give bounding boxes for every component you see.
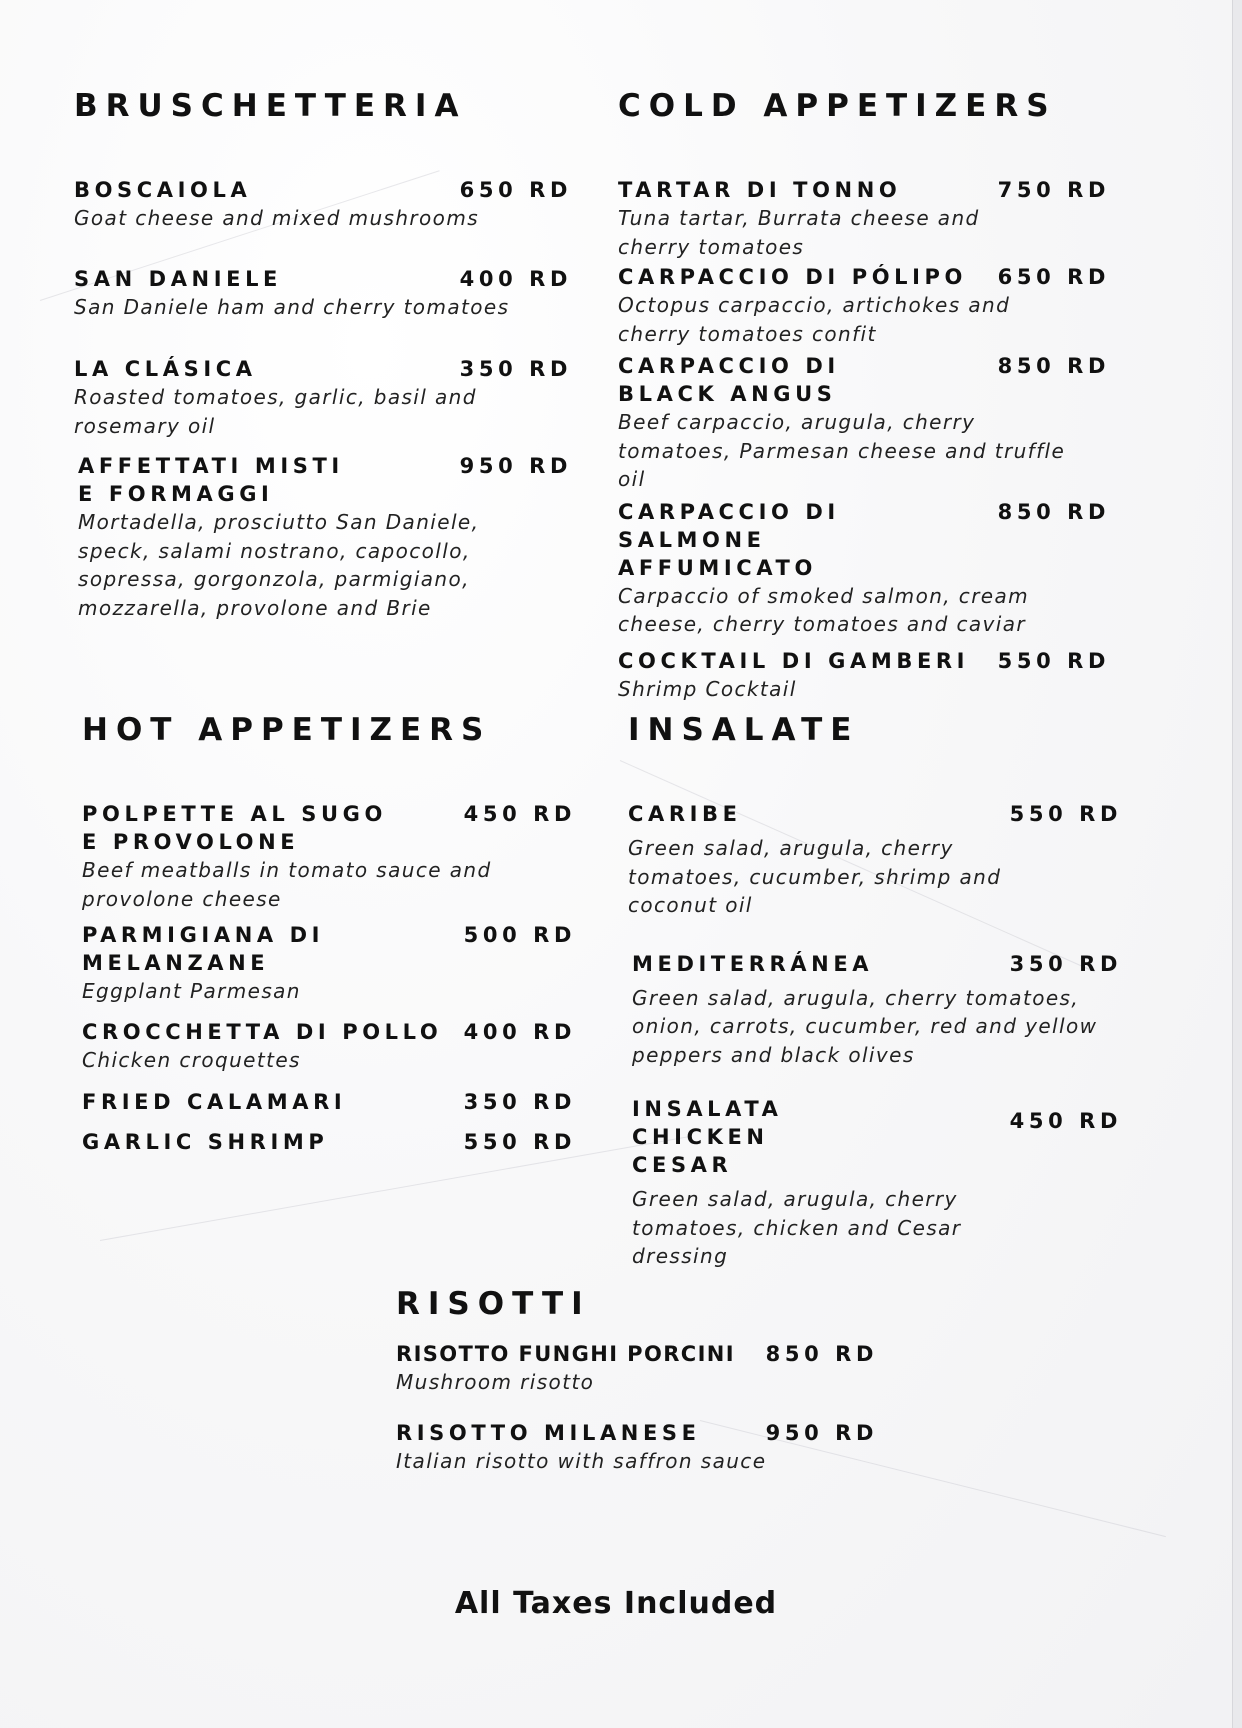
item-price: 400 RD — [463, 1019, 576, 1044]
section-insalate — [628, 712, 1122, 1281]
item-price: 550 RD — [463, 1130, 576, 1154]
item-price: 850 RD — [765, 1342, 878, 1366]
item-description: Roasted tomatoes, garlic, basil and rosemary oil — [74, 385, 477, 438]
section-title: HOT APPETIZERS — [82, 712, 492, 748]
menu-item — [618, 498, 1110, 639]
menu-item — [618, 352, 1110, 494]
item-price: 550 RD — [1009, 802, 1122, 826]
menu-item — [618, 647, 1110, 704]
item-price: 750 RD — [997, 178, 1110, 202]
item-price: 850 RD — [997, 499, 1110, 524]
item-price: 950 RD — [459, 454, 572, 478]
item-price: 350 RD — [463, 1090, 576, 1114]
menu-item — [82, 1128, 576, 1156]
section-title: COLD APPETIZERS — [618, 88, 1057, 124]
menu-item — [74, 176, 572, 233]
item-name: CARIBE — [628, 802, 742, 826]
item-description: Mushroom risotto — [396, 1370, 595, 1394]
menu-item — [74, 355, 572, 440]
menu-item — [628, 950, 1122, 1070]
item-description: Goat cheese and mixed mushrooms — [74, 206, 480, 230]
item-price: 850 RD — [997, 354, 1110, 378]
item-description: Shrimp Cocktail — [618, 676, 797, 701]
item-name: CARPACCIO DI PÓLIPO — [618, 265, 967, 289]
item-price: 350 RD — [1009, 951, 1122, 976]
item-name: COCKTAIL DI GAMBERI — [618, 648, 970, 673]
item-name: INSALATA CHICKEN CESAR — [632, 1097, 783, 1177]
item-description: Beef carpaccio, arugula, cherry tomatoes, Parmesan cheese and truffle oil — [618, 410, 1066, 491]
menu-item — [618, 263, 1110, 348]
item-description: Mortadella, prosciutto San Daniele, speck, salami nostrano, capocollo, sopressa, gorgonzola, parmigiano, mozzarella, provolone and Brie — [78, 510, 480, 620]
item-name: CARPACCIO DI SALMONE AFFUMICATO — [618, 499, 840, 580]
menu-item — [396, 1419, 878, 1476]
item-description: Carpaccio of smoked salmon, cream cheese, cherry tomatoes and caviar — [618, 583, 1030, 636]
section-risotti — [396, 1286, 878, 1497]
taxes-note: All Taxes Included — [454, 1586, 778, 1621]
menu-item — [74, 452, 572, 622]
item-price: 400 RD — [459, 266, 572, 291]
item-name: RISOTTO MILANESE — [396, 1420, 701, 1445]
item-description: Beef meatballs in tomato sauce and provolone cheese — [82, 858, 492, 911]
item-name: BOSCAIOLA — [74, 178, 252, 202]
item-description: San Daniele ham and cherry tomatoes — [74, 294, 510, 319]
item-description: Green salad, arugula, cherry tomatoes, onion, carrots, cucumber, red and yellow peppers and black olives — [632, 985, 1098, 1067]
item-name: CROCCHETTA DI POLLO — [82, 1019, 443, 1044]
item-name: GARLIC SHRIMP — [82, 1130, 329, 1154]
section-title: RISOTTI — [396, 1286, 591, 1322]
item-price: 450 RD — [1009, 1109, 1122, 1133]
menu-item — [82, 921, 576, 1006]
item-name: RISOTTO FUNGHI PORCINI — [396, 1342, 735, 1366]
item-name: TARTAR DI TONNO — [618, 178, 902, 202]
item-name: SAN DANIELE — [74, 266, 283, 291]
section-cold-appetizers — [618, 88, 1110, 713]
section-title: BRUSCHETTERIA — [74, 88, 467, 124]
section-bruschetteria — [74, 88, 572, 632]
item-name: AFFETTATI MISTI E FORMAGGI — [78, 454, 344, 506]
item-name: CARPACCIO DI BLACK ANGUS — [618, 354, 840, 406]
menu-item — [74, 265, 572, 322]
item-description: Italian risotto with saffron sauce — [396, 1448, 767, 1473]
item-price: 500 RD — [463, 923, 576, 947]
menu-item — [82, 1018, 576, 1075]
menu-item — [628, 1095, 1122, 1271]
item-name: LA CLÁSICA — [74, 357, 257, 381]
item-price: 950 RD — [765, 1420, 878, 1445]
item-price: 450 RD — [463, 802, 576, 826]
item-description: Chicken croquettes — [82, 1047, 301, 1072]
menu-item — [82, 1088, 576, 1116]
item-description: Tuna tartar, Burrata cheese and cherry tomatoes — [618, 206, 980, 259]
section-hot-appetizers — [82, 712, 576, 1166]
item-description: Octopus carpaccio, artichokes and cherry tomatoes confit — [618, 293, 1011, 346]
menu-item — [618, 176, 1110, 261]
item-price: 650 RD — [459, 178, 572, 202]
menu-item — [396, 1340, 878, 1397]
section-title: INSALATE — [628, 712, 860, 748]
item-name: POLPETTE AL SUGO E PROVOLONE — [82, 802, 387, 854]
menu-item — [628, 800, 1122, 920]
item-description: Eggplant Parmesan — [82, 979, 301, 1003]
menu-item — [82, 800, 576, 913]
item-description: Green salad, arugula, cherry tomatoes, chicken and Cesar dressing — [632, 1187, 962, 1268]
item-price: 650 RD — [997, 265, 1110, 289]
item-name: PARMIGIANA DI MELANZANE — [82, 923, 325, 975]
item-name: FRIED CALAMARI — [82, 1090, 347, 1114]
item-name: MEDITERRÁNEA — [632, 951, 874, 976]
item-price: 550 RD — [997, 648, 1110, 673]
item-price: 350 RD — [459, 357, 572, 381]
item-description: Green salad, arugula, cherry tomatoes, cucumber, shrimp and coconut oil — [628, 836, 1002, 917]
